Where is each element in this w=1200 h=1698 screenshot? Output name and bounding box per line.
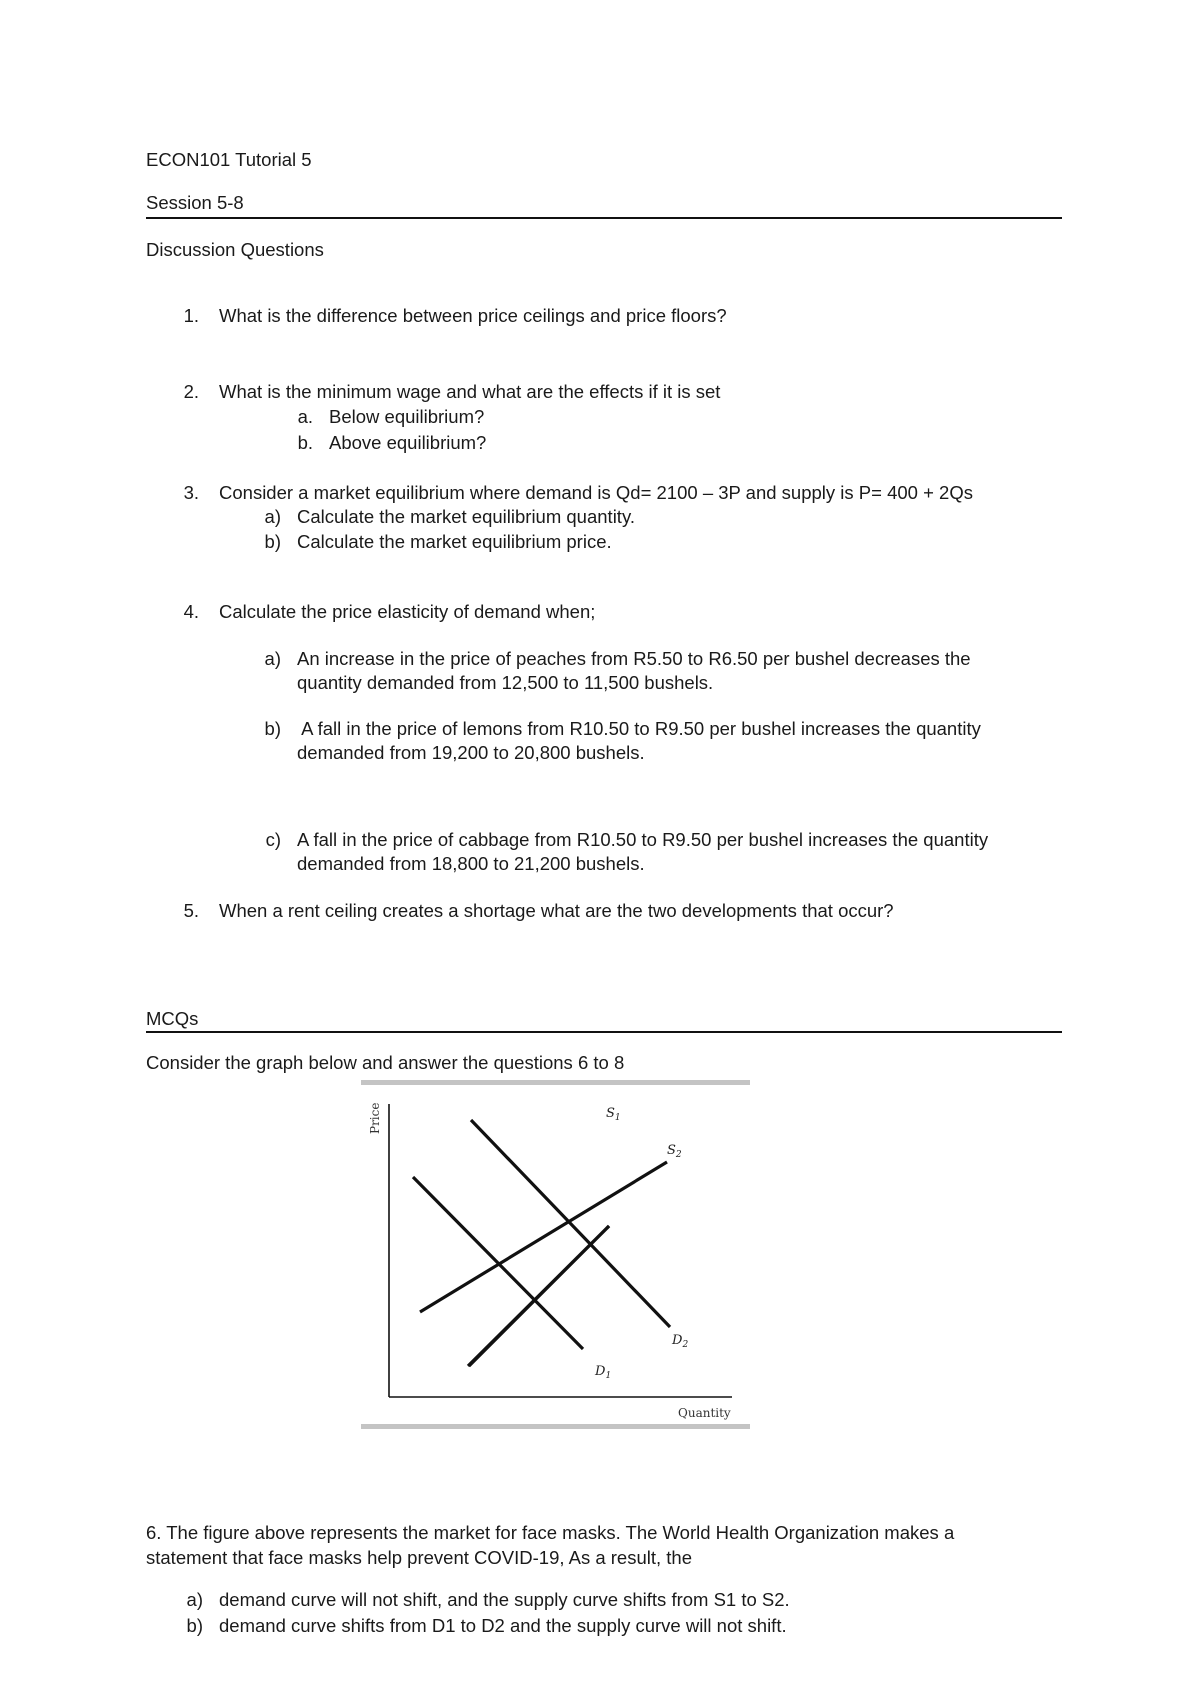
question-number: 1.	[183, 305, 199, 326]
question-number: 4.	[183, 601, 199, 622]
mcqs-divider	[146, 1031, 1062, 1033]
sub-question-line: An increase in the price of peaches from R5.50 to R6.50 per bushel decreases the	[297, 648, 971, 669]
graph-bottom-border	[361, 1424, 750, 1429]
sub-question-line: demanded from 19,200 to 20,800 bushels.	[297, 742, 645, 763]
d1-label: $D_1$	[595, 1364, 612, 1381]
sub-marker: b)	[264, 718, 281, 739]
s2-label: $S_2$	[667, 1143, 682, 1160]
question-text: What is the minimum wage and what are the effects if it is set	[219, 381, 721, 402]
sub-marker: a.	[297, 406, 313, 427]
question-line: statement that face masks help prevent COVID-19, As a result, the	[146, 1547, 693, 1568]
d2-label: $D_2$	[672, 1333, 689, 1350]
question-text: When a rent ceiling creates a shortage what are the two developments that occur?	[219, 900, 894, 921]
sub-question-text: Calculate the market equilibrium quantity.	[297, 506, 635, 527]
y-axis-label: Price	[368, 1102, 382, 1134]
supply-curve-s1	[469, 1228, 607, 1366]
s1-label: $S_1$	[606, 1106, 621, 1123]
question-number: 3.	[183, 482, 199, 503]
header-divider	[146, 217, 1062, 219]
mcqs-heading: MCQs	[146, 1008, 199, 1029]
question-number: 2.	[183, 381, 199, 402]
supply-demand-graph	[361, 1086, 750, 1424]
sub-question-text: Above equilibrium?	[329, 432, 487, 453]
question-line: 6. The figure above represents the market for face masks. The World Health Organization makes a	[146, 1522, 955, 1543]
sub-question-text: Below equilibrium?	[329, 406, 485, 427]
sub-marker: a)	[264, 506, 281, 527]
sub-marker: a)	[264, 648, 281, 669]
sub-question-line: quantity demanded from 12,500 to 11,500 bushels.	[297, 672, 714, 693]
option-b-text: demand curve shifts from D1 to D2 and the supply curve will not shift.	[219, 1615, 787, 1636]
option-marker: a)	[186, 1589, 203, 1610]
question-text: Calculate the price elasticity of demand when;	[219, 601, 596, 622]
graph-top-border	[361, 1080, 750, 1085]
option-a-text: demand curve will not shift, and the supply curve shifts from S1 to S2.	[219, 1589, 790, 1610]
supply-curve-s1-top	[607, 1226, 609, 1228]
sub-marker: c)	[265, 829, 281, 850]
sub-question-text: Calculate the market equilibrium price.	[297, 531, 612, 552]
question-text: What is the difference between price ceilings and price floors?	[219, 305, 727, 326]
discussion-heading: Discussion Questions	[146, 239, 324, 260]
question-number: 5.	[183, 900, 199, 921]
session-label: Session 5-8	[146, 192, 244, 213]
mcqs-intro: Consider the graph below and answer the questions 6 to 8	[146, 1052, 625, 1073]
d2-curve	[471, 1120, 670, 1327]
option-marker: b)	[186, 1615, 203, 1636]
sub-question-line: demanded from 18,800 to 21,200 bushels.	[297, 853, 645, 874]
x-axis-label: Quantity	[678, 1406, 731, 1420]
sub-marker: b.	[297, 432, 313, 453]
sub-marker: b)	[264, 531, 281, 552]
sub-question-line: A fall in the price of lemons from R10.50 to R9.50 per bushel increases the quantity	[297, 718, 981, 739]
sub-question-line: A fall in the price of cabbage from R10.50 to R9.50 per bushel increases the quantity	[297, 829, 989, 850]
question-text: Consider a market equilibrium where demand is Qd= 2100 – 3P and supply is P= 400 + 2Qs	[219, 482, 973, 503]
document-title: ECON101 Tutorial 5	[146, 149, 312, 170]
